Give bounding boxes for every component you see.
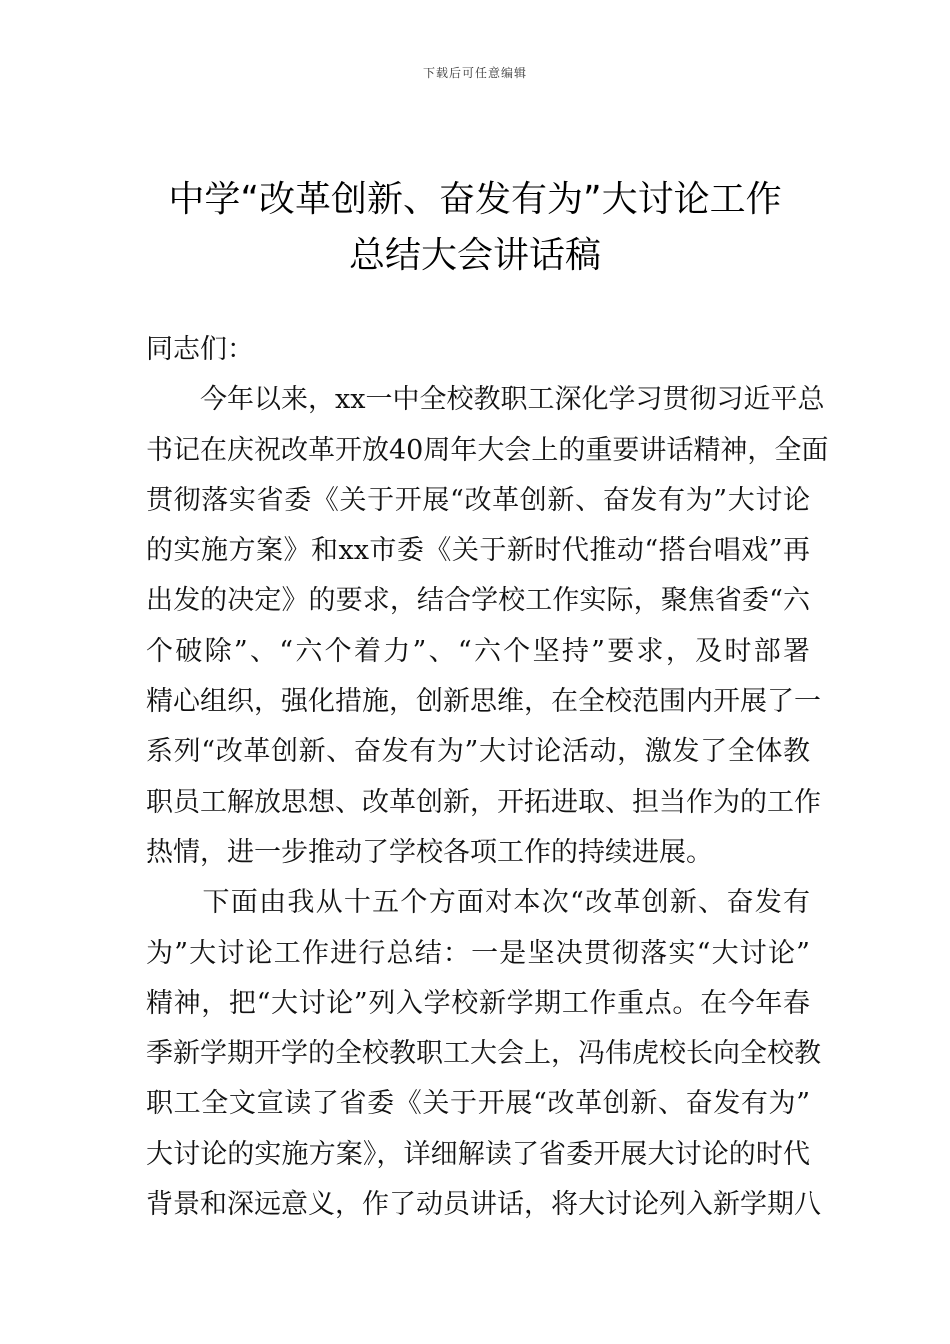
body-line: 大讨论的实施方案》，详细解读了省委开展大讨论的时代 — [146, 1138, 810, 1170]
body-line: 背景和深远意义，作了动员讲话，将大讨论列入新学期八 — [146, 1189, 821, 1221]
title-line: 总结大会讲话稿 — [348, 235, 601, 276]
body-line: 职工全文宣读了省委《关于开展“改革创新、奋发有为” — [146, 1088, 810, 1120]
body-line: 职员工解放思想、改革创新，开拓进取、担当作为的工作 — [146, 786, 821, 818]
body-line: 贯彻落实省委《关于开展“改革创新、奋发有为”大讨论 — [146, 484, 810, 516]
title-line: 中学“改革创新、奋发有为”大讨论工作 — [168, 179, 782, 220]
salutation: 同志们： — [146, 334, 254, 365]
document-title — [120, 172, 830, 284]
body-line: 今年以来，xx一中全校教职工深化学习贯彻习近平总 — [146, 384, 825, 416]
paragraph-2 — [146, 878, 821, 1230]
body-line: 系列“改革创新、奋发有为”大讨论活动，激发了全体教 — [146, 736, 810, 768]
body-line: 热情，进一步推动了学校各项工作的持续进展。 — [146, 836, 713, 868]
body-line: 为”大讨论工作进行总结：一是坚决贯彻落实“大讨论” — [146, 937, 810, 969]
body-line: 书记在庆祝改革开放40周年大会上的重要讲话精神，全面 — [146, 434, 829, 466]
body-line: 下面由我从十五个方面对本次“改革创新、奋发有 — [146, 887, 810, 919]
body-line: 精神，把“大讨论”列入学校新学期工作重点。在今年春 — [146, 987, 810, 1019]
body-line: 的实施方案》和xx市委《关于新时代推动“搭台唱戏”再 — [146, 535, 810, 567]
paragraph-1 — [146, 375, 829, 878]
body-line: 精心组织，强化措施，创新思维，在全校范围内开展了一 — [146, 686, 821, 718]
header-note: 下载后可任意编辑 — [422, 66, 527, 80]
document-body — [146, 325, 829, 1230]
body-line: 个破除”、“六个着力”、“六个坚持”要求，及时部署 — [146, 635, 810, 667]
body-line: 出发的决定》的要求，结合学校工作实际，聚焦省委“六 — [146, 585, 810, 617]
body-line: 季新学期开学的全校教职工大会上，冯伟虎校长向全校教 — [146, 1038, 821, 1070]
